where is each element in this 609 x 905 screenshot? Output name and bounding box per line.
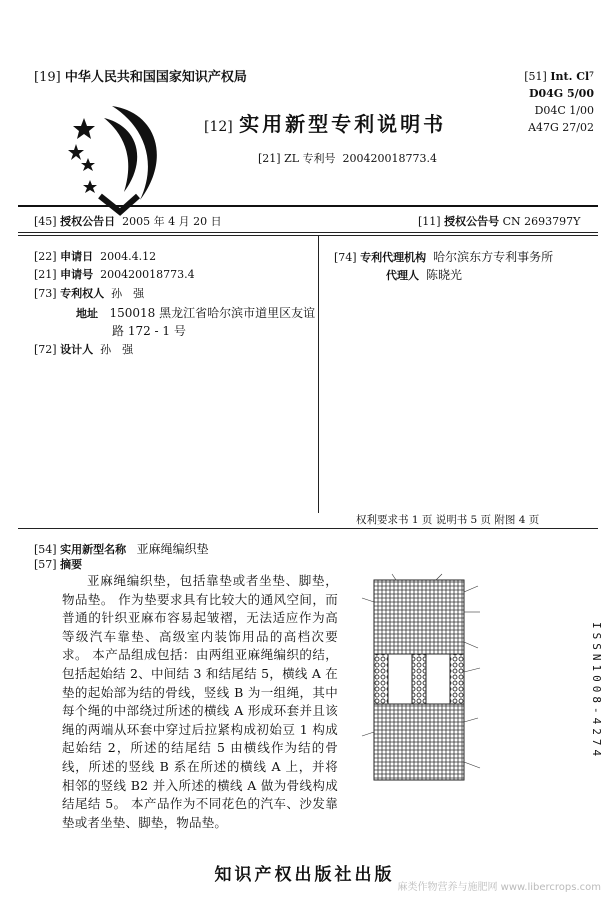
agency: 哈尔滨东方专利事务所 bbox=[433, 250, 554, 264]
app-no-code: [21] bbox=[34, 268, 57, 281]
filing-date-code: [22] bbox=[34, 250, 57, 263]
intcl-label: Int. Cl⁷ bbox=[550, 70, 594, 83]
agent: 陈晓光 bbox=[426, 268, 463, 282]
grant-date-code: [45] bbox=[34, 215, 57, 228]
publisher-footer: 知识产权出版社出版 bbox=[214, 865, 395, 885]
address-label: 地址 bbox=[76, 307, 98, 320]
intcl-main: D04G 5/00 bbox=[528, 87, 594, 100]
address-line1: 150018 黑龙江省哈尔滨市道里区友谊 bbox=[109, 306, 316, 320]
utility-title-code: [54] bbox=[34, 543, 57, 556]
abstract-heading bbox=[34, 556, 82, 572]
owner-line bbox=[34, 285, 144, 301]
app-no-label: 申请号 bbox=[60, 268, 94, 281]
utility-title: 亚麻绳编织垫 bbox=[136, 542, 209, 556]
app-no: 200420018773.4 bbox=[100, 268, 195, 281]
divider bbox=[18, 232, 598, 233]
agent-label: 代理人 bbox=[386, 269, 419, 282]
issn-vertical: ISSN1008-4274 bbox=[590, 622, 603, 761]
divider bbox=[18, 235, 598, 236]
utility-title-label: 实用新型名称 bbox=[60, 543, 127, 556]
agency-label: 专利代理机构 bbox=[360, 251, 427, 264]
grant-date: 2005 年 4 月 20 日 bbox=[122, 215, 222, 228]
office-line bbox=[34, 66, 247, 85]
patent-no-line bbox=[258, 150, 437, 166]
doc-type-title: 实用新型专利说明书 bbox=[239, 112, 447, 136]
grant-no-label: 授权公告号 bbox=[444, 215, 500, 228]
pages-note: 权利要求书 1 页 说明书 5 页 附图 4 页 bbox=[356, 514, 540, 526]
grant-no: CN 2693797Y bbox=[502, 215, 581, 228]
filing-date-line bbox=[34, 248, 156, 264]
designer-line bbox=[34, 341, 133, 357]
divider bbox=[18, 205, 598, 207]
watermark: 麻类作物营养与施肥网 www.libercrops.com bbox=[397, 882, 601, 893]
utility-title-line bbox=[34, 540, 209, 557]
patent-no: 200420018773.4 bbox=[342, 152, 438, 165]
abstract-label: 摘要 bbox=[60, 558, 83, 571]
office-name: 中华人民共和国国家知识产权局 bbox=[64, 70, 247, 85]
owner-code: [73] bbox=[34, 287, 57, 300]
patent-no-code: [21] bbox=[258, 152, 281, 165]
sipo-emblem-logo bbox=[60, 100, 180, 220]
doc-type-code: [12] bbox=[204, 119, 233, 135]
intcl-secondary-1: D04C 1/00 bbox=[534, 104, 594, 117]
agent-line bbox=[386, 266, 462, 283]
divider bbox=[18, 528, 598, 529]
filing-date: 2004.4.12 bbox=[100, 250, 157, 263]
agency-line bbox=[334, 248, 553, 265]
grant-no-code: [11] bbox=[418, 215, 441, 228]
agency-code: [74] bbox=[334, 251, 357, 264]
grant-date-line bbox=[34, 213, 222, 229]
address-line2: 路 172 - 1 号 bbox=[112, 324, 186, 338]
grant-no-line bbox=[418, 213, 580, 229]
abstract-text: 亚麻绳编织垫，包括靠垫或者坐垫、脚垫，物品垫。 作为垫要求具有比较大的通风空间，而普通的针织亚麻布容易起皱褶，无法适应作为高等级汽车靠垫、高级室内装饰用品的高档次要求。 本产品组成包括：由两组亚麻绳编织的结，包括起始结 2、中间结 3 和结尾结 5，横线 A 在垫的起始部为结的骨线，竖线 B 为一组绳，其中每个绳的中部绕过所述的横线 A 形成环套并且该绳的两端从环套中穿过后拉紧构成初始豆 1 构成起始结 2，所述的结尾结 5 由横线作为结的骨线，所述的竖线 B 系在所述的横线 A 上，并将相邻的竖线 B2 并入所述的横线 A 做为骨线构成结尾结 5。 本产品作为不同花色的汽车、沙发靠垫或者坐垫、脚垫，物品垫。 bbox=[62, 573, 338, 830]
owner-label: 专利权人 bbox=[60, 287, 105, 300]
address-line bbox=[76, 304, 315, 321]
intcl-code: [51] bbox=[524, 70, 547, 83]
designer: 孙 强 bbox=[100, 343, 134, 356]
designer-code: [72] bbox=[34, 343, 57, 356]
owner: 孙 强 bbox=[111, 287, 145, 300]
designer-label: 设计人 bbox=[60, 343, 94, 356]
column-divider bbox=[318, 235, 319, 513]
doc-type-line bbox=[204, 108, 446, 137]
filing-date-label: 申请日 bbox=[60, 250, 94, 263]
intcl-secondary-2: A47G 27/02 bbox=[528, 121, 594, 134]
app-no-line bbox=[34, 266, 195, 282]
grant-date-label: 授权公告日 bbox=[60, 215, 116, 228]
woven-mat-figure bbox=[356, 572, 486, 792]
patent-no-label: ZL 专利号 bbox=[284, 152, 336, 165]
office-code: [19] bbox=[34, 70, 61, 85]
abstract-code: [57] bbox=[34, 558, 57, 571]
abstract-text-block bbox=[62, 572, 338, 832]
intcl-block bbox=[488, 68, 594, 136]
